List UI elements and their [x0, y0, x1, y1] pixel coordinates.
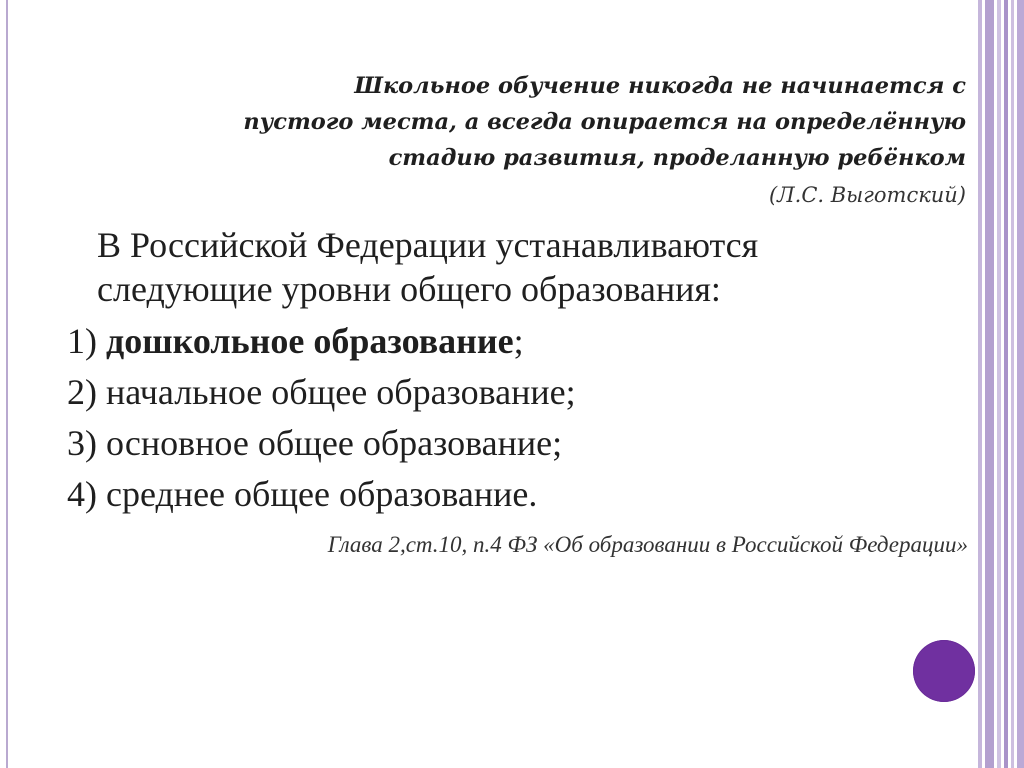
item-suffix: . — [528, 474, 538, 514]
item-number: 1) — [67, 321, 97, 361]
intro-text — [97, 223, 957, 311]
item-suffix: ; — [513, 321, 524, 361]
quote-line: пустого места, а всегда опирается на определённую — [243, 109, 966, 135]
decorative-stripe — [985, 0, 994, 768]
intro-line: В Российской Федерации устанавливаются — [97, 225, 759, 265]
epigraph-quote — [206, 68, 966, 176]
list-item — [67, 418, 576, 469]
left-border-line — [6, 0, 8, 768]
decorative-circle — [913, 640, 975, 702]
decorative-stripe — [1017, 0, 1024, 768]
decorative-stripe — [1004, 0, 1008, 768]
decorative-stripe — [978, 0, 982, 768]
list-item — [67, 316, 576, 367]
source-citation: Глава 2,ст.10, п.4 ФЗ «Об образовании в Российской Федерации» — [327, 532, 968, 557]
list-item — [67, 469, 576, 520]
quote-line: стадию развития, проделанную ребёнком — [388, 145, 966, 171]
quote-line: Школьное обучение никогда не начинается с — [354, 73, 966, 99]
item-text: дошкольное образование — [106, 321, 514, 361]
education-levels-list — [67, 316, 576, 520]
item-number: 3) — [67, 423, 97, 463]
item-suffix: ; — [552, 423, 563, 463]
list-item — [67, 367, 576, 418]
quote-author: (Л.С. Выготский) — [768, 183, 966, 207]
item-text: среднее общее образование — [106, 474, 529, 514]
item-text: основное общее образование — [106, 423, 553, 463]
decorative-stripe — [1011, 0, 1014, 768]
item-number: 2) — [67, 372, 97, 412]
decorative-stripe — [997, 0, 1001, 768]
intro-line: следующие уровни общего образования: — [97, 269, 721, 309]
item-number: 4) — [67, 474, 97, 514]
item-text: начальное общее образование — [106, 372, 566, 412]
item-suffix: ; — [565, 372, 576, 412]
